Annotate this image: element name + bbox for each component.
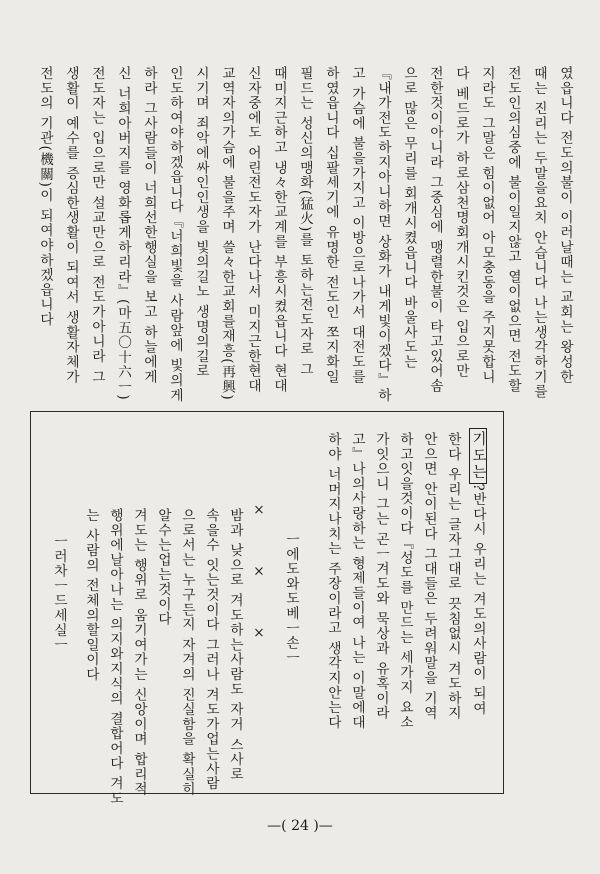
box-column: 는 사람의 전체의할일이다: [83, 508, 99, 682]
box-column: 겨도는 행위로 움기여가는 신앙이며 합리적: [131, 508, 147, 797]
text-column: 때는 진리는 두말을요치 안습니다 나는생각하기를: [531, 66, 547, 399]
box-column: 속을수 잇는것이다 그러나 겨도가업는사람: [203, 508, 219, 791]
text-column: 였읍니다 전도의불이 이러날때는 교회는 왕성한: [557, 66, 573, 385]
text-column: 다 베드로가 하로삼천명회개시킨것은 입으로만: [453, 66, 469, 379]
box-column: 알수는업는것이다: [155, 508, 171, 627]
heading-label: 기도는: [469, 428, 488, 484]
text-column: 생활이 예수를 증심한생활이 되여서 생활자체가: [63, 66, 79, 385]
text-column: 신자중에도 어린전도자가 난다나서 미지근한현대: [245, 66, 261, 394]
text-column: 때미지근하고 냉々한교계를 부흥시켰읍니다 현대: [271, 66, 287, 394]
text-column: 신 너희아버지를 영화롭게하리라』(마五〇十六ㅡ): [115, 66, 131, 401]
box-column: 고』나의사랑하는 형제들이여 나는 이말에대: [349, 432, 365, 730]
text-column: 인도하여야하겠읍니다『너희빛을 사람앞에 빛의게: [167, 66, 183, 403]
text-column: 지라도 그말은 힘이없어 아모충동을 주지못합니: [479, 66, 495, 385]
box-column: 행위에날아나는 의지와지식의 결합어다 겨도: [107, 508, 123, 806]
box-column: 가잇으니 그는 곤ㅡ겨도와 묵상과 유혹이라: [373, 432, 389, 721]
box-column: 하고잇을것이다『성도를 만드는 세가지 요소: [397, 432, 413, 730]
text-column: 하였읍니다 십팔세기에 유명한 전도인 쪼지화일: [323, 66, 339, 385]
text-column: 필드는 성신의맹화(猛火)를 토하는전도자로 그: [297, 66, 313, 377]
text-column: 고 가슴에 불을가지고 이방으로나가서 대전도를: [349, 66, 365, 385]
text-column: 교역자의가슴에 불을주며 쓸々한교회를재흥(再興): [219, 66, 235, 401]
quote-box: [30, 411, 504, 806]
text-column: 전도자는 입으로만 설교만으로 전도가아니라 그: [89, 66, 105, 385]
attribution: ㅡ러차ㅡ드세실ㅡ: [51, 534, 67, 653]
box-column: 으로서는 누구든지 자겨의 진실함을 확실히: [179, 508, 195, 797]
text-column: 전도의 기관(機關)이 되여야하겠읍니다: [37, 66, 53, 327]
box-column: 한다 우리는 글자그대로 끗침없시 겨도하지: [445, 432, 461, 721]
box-column: 하야 너머지나치는 주장이라고 생각지안는다: [325, 432, 341, 730]
box-column: 안으면 안이된다 그대들은 두려워말을 기역: [421, 432, 437, 721]
text-column: 시기며 죄악에싸인인생을 빛의길노 생명의길로: [193, 66, 209, 379]
text-column: 전한것이아니라 그중심에 맹렬한불이 타고있어솜: [427, 66, 443, 394]
page-number: —( 24 )—: [267, 818, 333, 834]
section-separator: × × ×: [251, 502, 267, 643]
text-column: 하라 그사람들이 너희선한행실을 보고 하늘에게: [141, 66, 157, 385]
attribution: ㅡ에도와도베ㅡ손ㅡ: [283, 532, 299, 666]
text-column: 전도인의심중에 불이일지않고 열이없으면 전도할: [505, 66, 521, 394]
heading-continuation: ?반다시 우리는 겨도의사람이 되여: [470, 483, 486, 716]
box-column: 밤과 낮으로 겨도하는사람도 자거 스사로: [227, 508, 243, 782]
box-heading-column: [469, 428, 488, 716]
text-column: 으로 많은 무리를 회개시켰읍니다 바울사도는: [401, 66, 417, 370]
text-column: 『내가전도하지아니하면 상화가 내게빛이겠다』하: [375, 66, 391, 403]
